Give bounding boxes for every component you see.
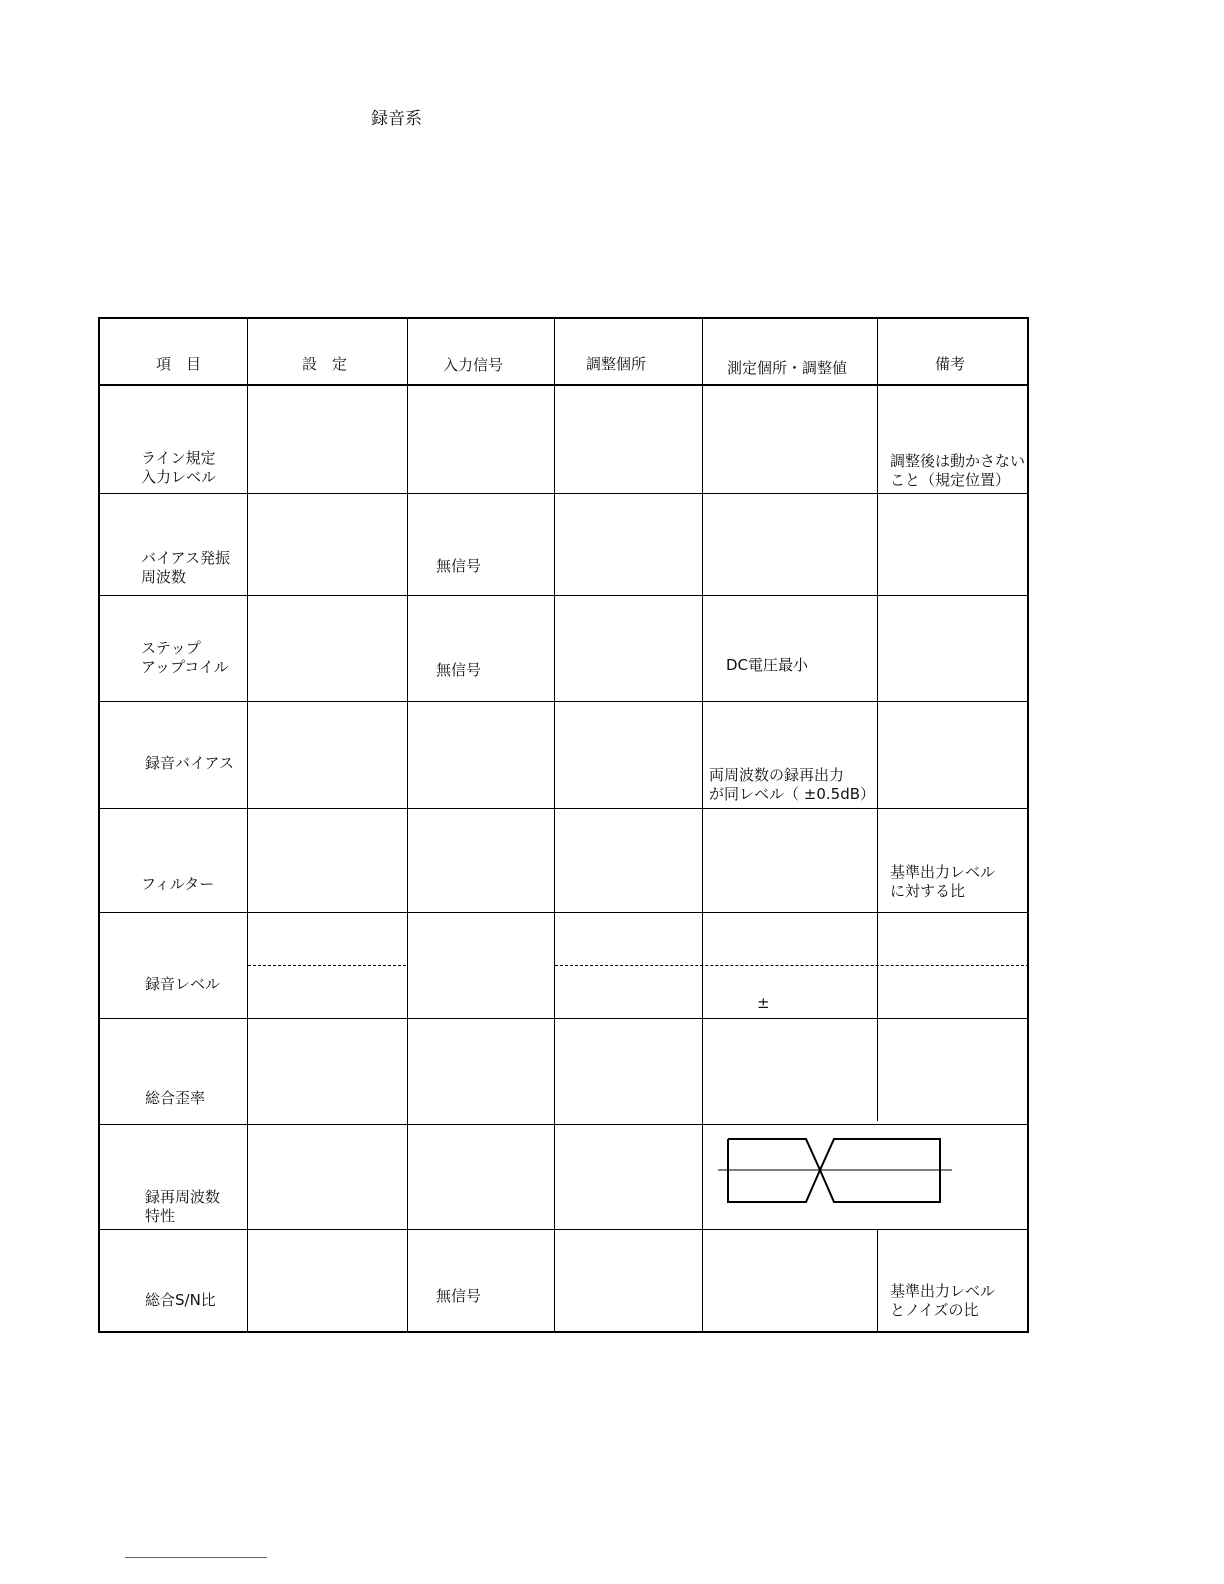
measure-text: 両周波数の録再出力	[709, 766, 845, 784]
column-divider	[877, 1229, 878, 1331]
measure-text: DC電圧最小	[726, 656, 809, 674]
item-label: 周波数	[141, 568, 187, 586]
frequency-tolerance-diagram	[710, 1134, 960, 1208]
column-divider	[877, 319, 878, 1121]
row-divider	[100, 912, 1027, 913]
item-label: 録音バイアス	[145, 754, 234, 772]
remarks-text: に対する比	[890, 882, 966, 900]
item-label: アップコイル	[141, 658, 229, 676]
adjustment-table	[98, 317, 1029, 1333]
header-item: 項 目	[156, 355, 202, 373]
header-setting: 設 定	[302, 355, 348, 373]
column-divider	[554, 319, 555, 1331]
row-divider	[100, 1018, 1027, 1019]
item-label: 録音レベル	[145, 975, 221, 993]
item-label: ライン規定	[141, 449, 216, 467]
row-divider	[100, 701, 1027, 702]
item-label: 入力レベル	[141, 468, 217, 486]
input-signal-text: 無信号	[436, 557, 482, 575]
header-input-signal: 入力信号	[443, 356, 504, 374]
remarks-text: とノイズの比	[890, 1301, 979, 1319]
row-divider	[100, 493, 1027, 494]
row-divider	[100, 808, 1027, 809]
remarks-text: 基準出力レベル	[890, 1282, 996, 1300]
column-divider	[247, 319, 248, 1331]
item-label: バイアス発振	[141, 549, 230, 567]
header-adjust-point: 調整個所	[586, 355, 647, 373]
footnote-rule	[125, 1557, 267, 1558]
item-label: フィルター	[141, 875, 215, 893]
column-divider	[702, 319, 703, 1331]
header-remarks: 備考	[935, 355, 966, 373]
row-divider	[100, 1229, 1027, 1230]
dashed-divider	[555, 965, 1029, 966]
item-label: ステップ	[141, 639, 201, 657]
item-label: 録再周波数	[145, 1188, 221, 1206]
item-label: 総合歪率	[145, 1089, 206, 1107]
remarks-text: 基準出力レベル	[890, 863, 996, 881]
section-title: 録音系	[371, 109, 422, 129]
row-divider	[100, 1124, 1027, 1125]
column-divider	[407, 319, 408, 1331]
measure-text: ±	[757, 994, 770, 1012]
input-signal-text: 無信号	[436, 1287, 482, 1305]
measure-text: が同レベル（ ±0.5dB）	[709, 785, 876, 803]
dashed-divider	[248, 965, 406, 966]
header-measure-point: 測定個所・調整値	[727, 359, 848, 377]
row-divider	[100, 595, 1027, 596]
remarks-text: 調整後は動かさない	[890, 452, 1026, 470]
header-divider	[100, 384, 1027, 386]
input-signal-text: 無信号	[436, 661, 482, 679]
remarks-text: こと（規定位置）	[890, 471, 1011, 489]
item-label: 特性	[145, 1207, 176, 1225]
item-label: 総合S/N比	[145, 1291, 216, 1309]
